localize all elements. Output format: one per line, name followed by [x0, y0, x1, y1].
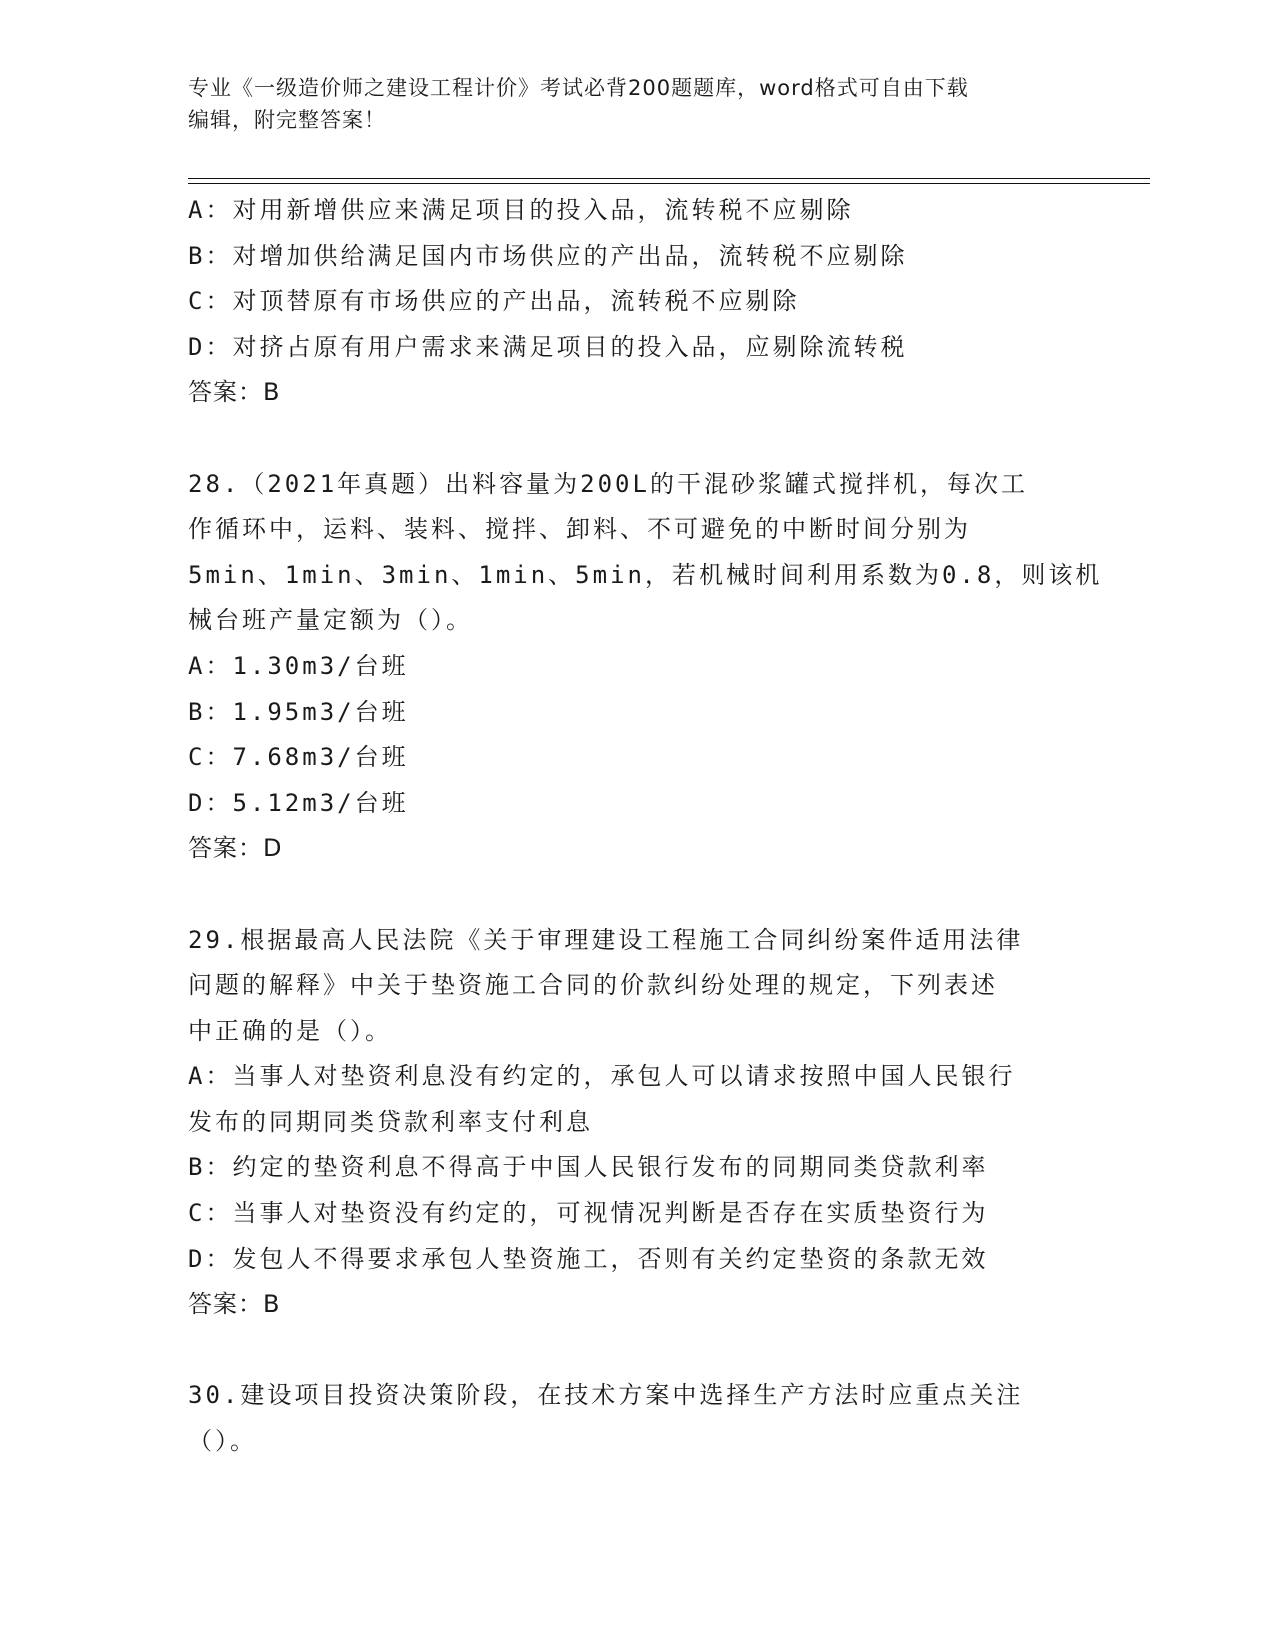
header-line: 编辑，附完整答案！ [188, 108, 386, 132]
header-line: 专业《一级造价师之建设工程计价》考试必背200题题库，word格式可自由下载 [188, 76, 969, 100]
question-28 [188, 462, 1103, 872]
answer: 答案：D [188, 834, 283, 863]
question-29 [188, 918, 1088, 1328]
header-divider-bottom [188, 183, 1150, 184]
question-stem-line: 中正确的是（）。 [188, 1016, 392, 1045]
option-b: B：1.95m3/台班 [188, 697, 409, 726]
spacer [188, 1328, 1088, 1374]
option-c: C：当事人对垫资没有约定的，可视情况判断是否存在实质垫资行为 [188, 1199, 989, 1228]
option-a: A：当事人对垫资利息没有约定的，承包人可以请求按照中国人民银行 [188, 1062, 1016, 1091]
option-a-continued: 发布的同期同类贷款利率支付利息 [188, 1107, 593, 1136]
option-d: D：对挤占原有用户需求来满足项目的投入品，应剔除流转税 [188, 332, 908, 361]
question-stem-line: 问题的解释》中关于垫资施工合同的价款纠纷处理的规定，下列表述 [188, 971, 998, 1000]
option-c: C：7.68m3/台班 [188, 743, 409, 772]
option-a: A：对用新增供应来满足项目的投入品，流转税不应剔除 [188, 196, 854, 224]
question-30 [188, 1373, 1088, 1464]
question-stem-line: 作循环中，运料、装料、搅拌、卸料、不可避免的中断时间分别为 [188, 515, 971, 544]
option-d: D：发包人不得要求承包人垫资施工，否则有关约定垫资的条款无效 [188, 1244, 989, 1273]
option-b: B：约定的垫资利息不得高于中国人民银行发布的同期同类贷款利率 [188, 1153, 989, 1182]
question-stem-line: 5min、1min、3min、1min、5min，若机械时间利用系数为0.8，则该机 [188, 560, 1103, 589]
option-b: B：对增加供给满足国内市场供应的产出品，流转税不应剔除 [188, 241, 908, 270]
question-stem-line: 29.根据最高人民法院《关于审理建设工程施工合同纠纷案件适用法律 [188, 925, 1024, 954]
answer: 答案：B [188, 378, 281, 407]
option-d: D：5.12m3/台班 [188, 788, 409, 817]
question-stem-line: 30.建设项目投资决策阶段，在技术方案中选择生产方法时应重点关注 [188, 1381, 1024, 1410]
spacer [188, 872, 1088, 918]
spacer [188, 416, 1088, 462]
header-divider-top [188, 178, 1150, 179]
question-27 [188, 188, 1088, 416]
question-stem-line: 28.（2021年真题）出料容量为200L的干混砂浆罐式搅拌机，每次工 [188, 469, 1028, 498]
question-stem-line: 械台班产量定额为（）。 [188, 606, 473, 635]
answer: 答案：B [188, 1290, 281, 1319]
option-a: A：1.30m3/台班 [188, 651, 409, 680]
option-c: C：对顶替原有市场供应的产出品，流转税不应剔除 [188, 287, 800, 316]
question-list [188, 188, 1103, 1465]
question-stem-line: （）。 [188, 1427, 257, 1456]
document-header [188, 72, 1088, 136]
